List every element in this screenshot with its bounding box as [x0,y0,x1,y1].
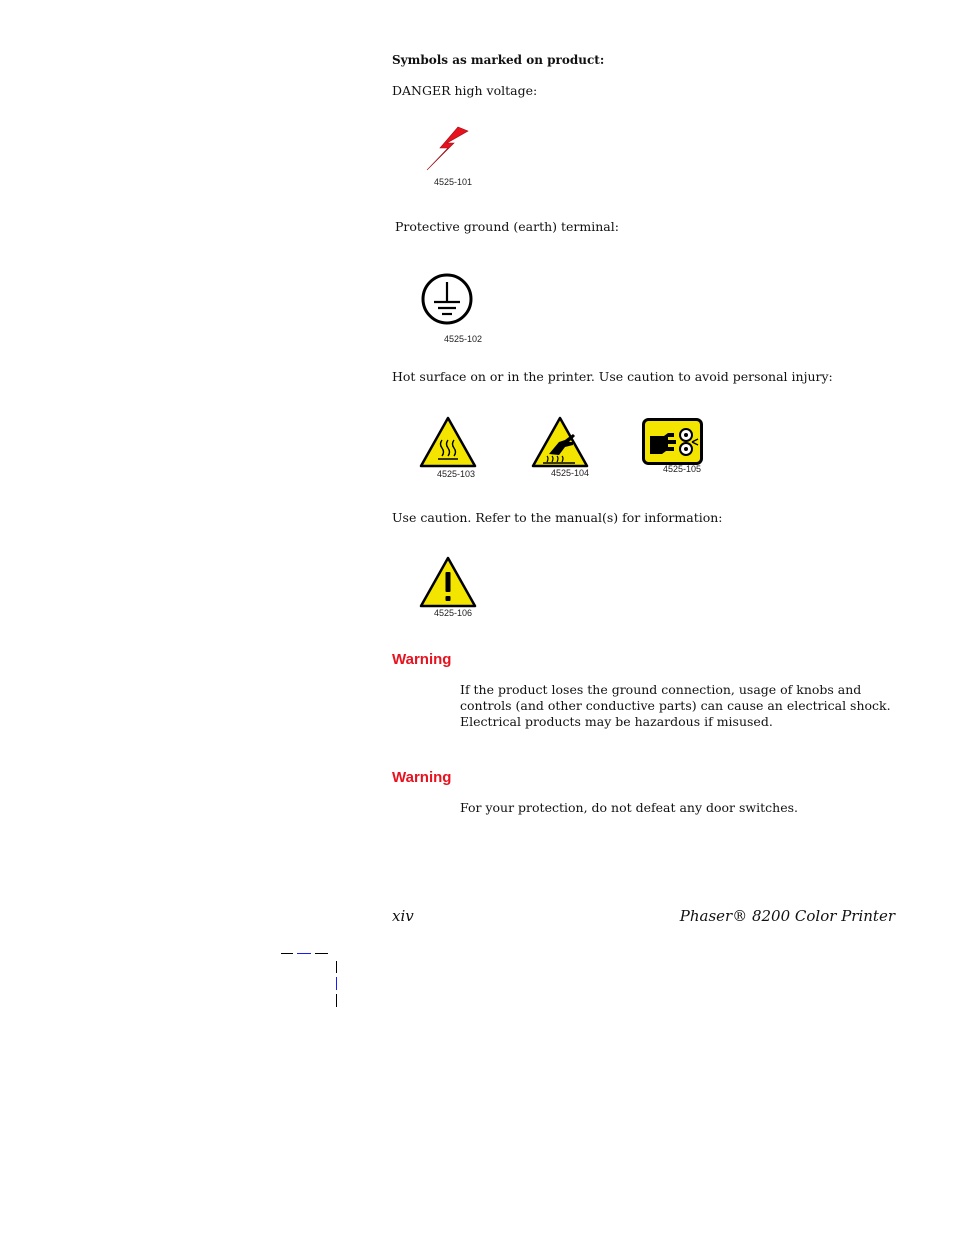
hot-surface-icon [419,416,477,468]
warning-body-1: If the product loses the ground connection, usage of knobs and controls (and other conductive parts) can cause an electrical shock. Electrical products may be hazardous if misused. [460,682,891,729]
warning-title-2: Warning [392,769,452,786]
nav-bar-3 [336,994,337,1007]
caption-4525-101: 4525-101 [434,177,473,187]
pinch-rollers-icon [642,418,703,465]
warning-title-1: Warning [392,651,452,668]
caption-4525-106: 4525-106 [434,608,473,618]
ground-text: Protective ground (earth) terminal: [395,219,619,234]
product-name: Phaser® 8200 Color Printer [679,907,895,925]
caution-exclamation-icon [419,556,477,608]
ground-terminal-icon [420,272,474,326]
symbols-heading: Symbols as marked on product: [392,53,605,67]
nav-link-bar[interactable] [336,977,337,990]
hot-surface-text: Hot surface on or in the printer. Use caution to avoid personal injury: [392,369,833,384]
caption-4525-104: 4525-104 [551,468,590,478]
nav-bar-1 [336,961,337,973]
nav-link-line[interactable] [297,953,311,954]
hot-surface-hand-icon [531,416,589,468]
danger-text: DANGER high voltage: [392,83,538,98]
nav-line-left [281,953,293,954]
caption-4525-105: 4525-105 [663,464,702,474]
warning-body-2: For your protection, do not defeat any door switches. [460,800,798,815]
page-number: xiv [392,907,414,925]
caution-text: Use caution. Refer to the manual(s) for information: [392,510,723,525]
caption-4525-103: 4525-103 [437,469,476,479]
lightning-bolt-icon [424,126,470,172]
nav-line-right [315,953,328,954]
caption-4525-102: 4525-102 [444,334,483,344]
